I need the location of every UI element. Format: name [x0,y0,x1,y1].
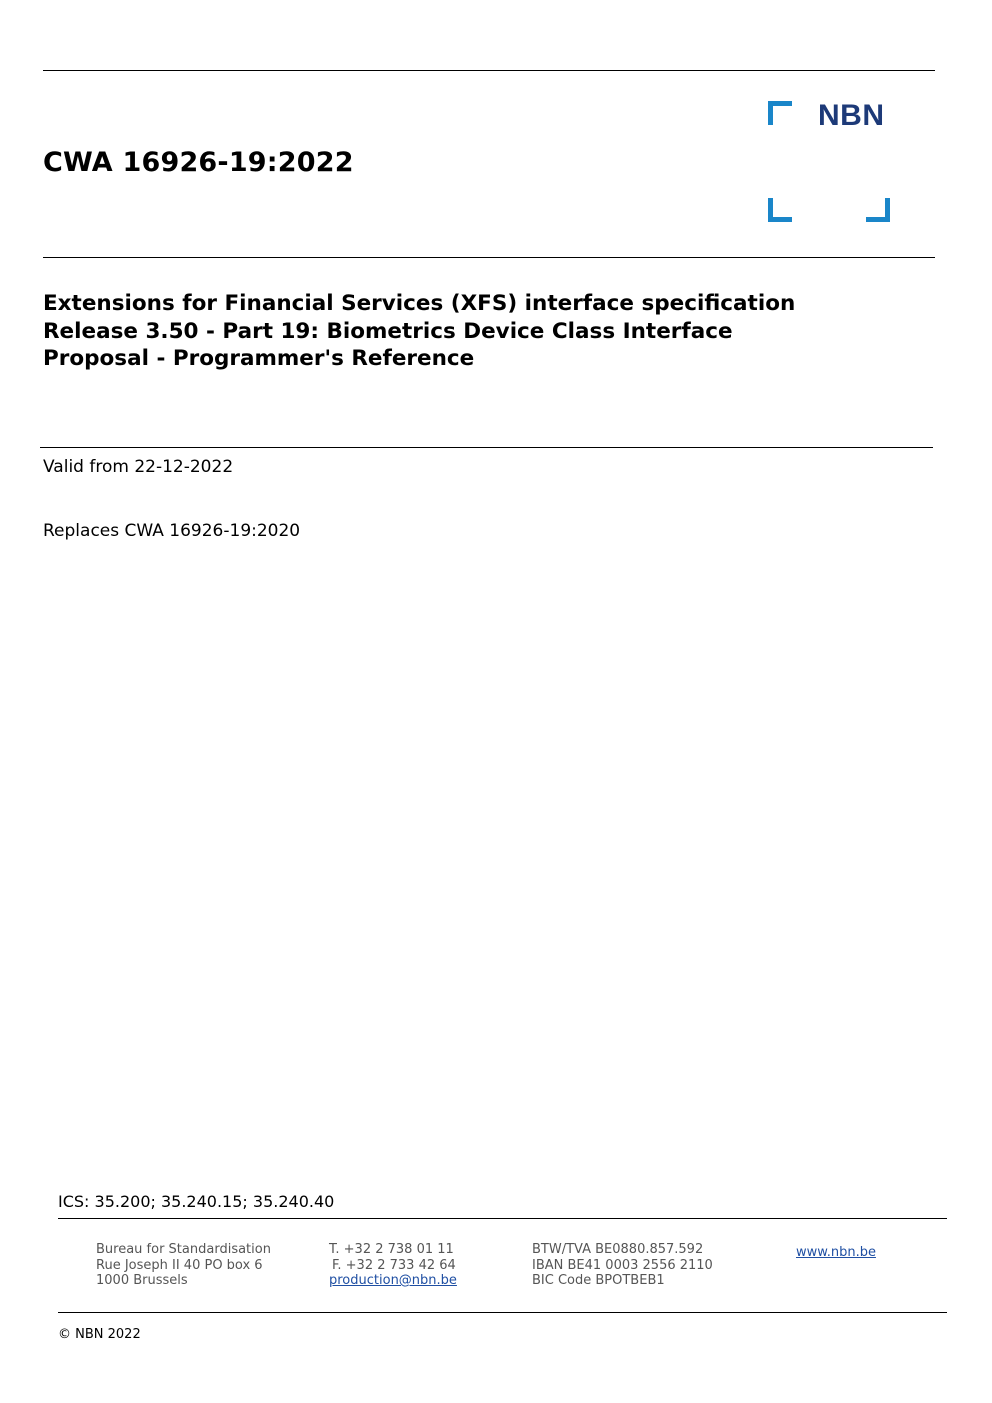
nbn-logo [768,101,890,222]
bic-code: BIC Code BPOTBEB1 [532,1273,665,1288]
logo-corner-top-left [768,101,792,125]
ics-codes: ICS: 35.200; 35.240.15; 35.240.40 [58,1192,335,1211]
title-line: Extensions for Financial Services (XFS) interface specification [43,291,796,316]
address-line: 1000 Brussels [96,1273,188,1288]
vat-number: BTW/TVA BE0880.857.592 [532,1242,704,1257]
title-line: Proposal - Programmer's Reference [43,346,475,371]
logo-text: NBN [818,99,885,132]
iban: IBAN BE41 0003 2556 2110 [532,1257,713,1273]
header-bottom-rule [43,257,935,258]
logo-corner-bottom-right [866,198,890,222]
footer-bottom-rule [58,1312,947,1313]
email-link[interactable]: production@nbn.be [329,1273,457,1288]
replaces: Replaces CWA 16926-19:2020 [43,521,301,541]
document-title [43,290,923,373]
footer-contact [329,1242,457,1289]
logo-corner-bottom-left [768,198,792,222]
footer-address [96,1242,271,1289]
phone: T. +32 2 738 01 11 [329,1242,454,1257]
footer-website [796,1245,876,1261]
document-code: CWA 16926-19:2022 [43,147,354,178]
fax: F. +32 2 733 42 64 [332,1257,456,1273]
title-bottom-rule [40,447,933,448]
title-line: Release 3.50 - Part 19: Biometrics Device Class Interface [43,318,733,344]
address-line: Bureau for Standardisation [96,1242,271,1257]
ics-rule [58,1218,947,1219]
copyright: © NBN 2022 [58,1327,141,1342]
address-line: Rue Joseph II 40 PO box 6 [96,1257,263,1273]
website-link[interactable]: www.nbn.be [796,1245,876,1260]
footer-bank [532,1242,713,1289]
top-rule [43,70,935,71]
valid-from: Valid from 22-12-2022 [43,457,234,477]
